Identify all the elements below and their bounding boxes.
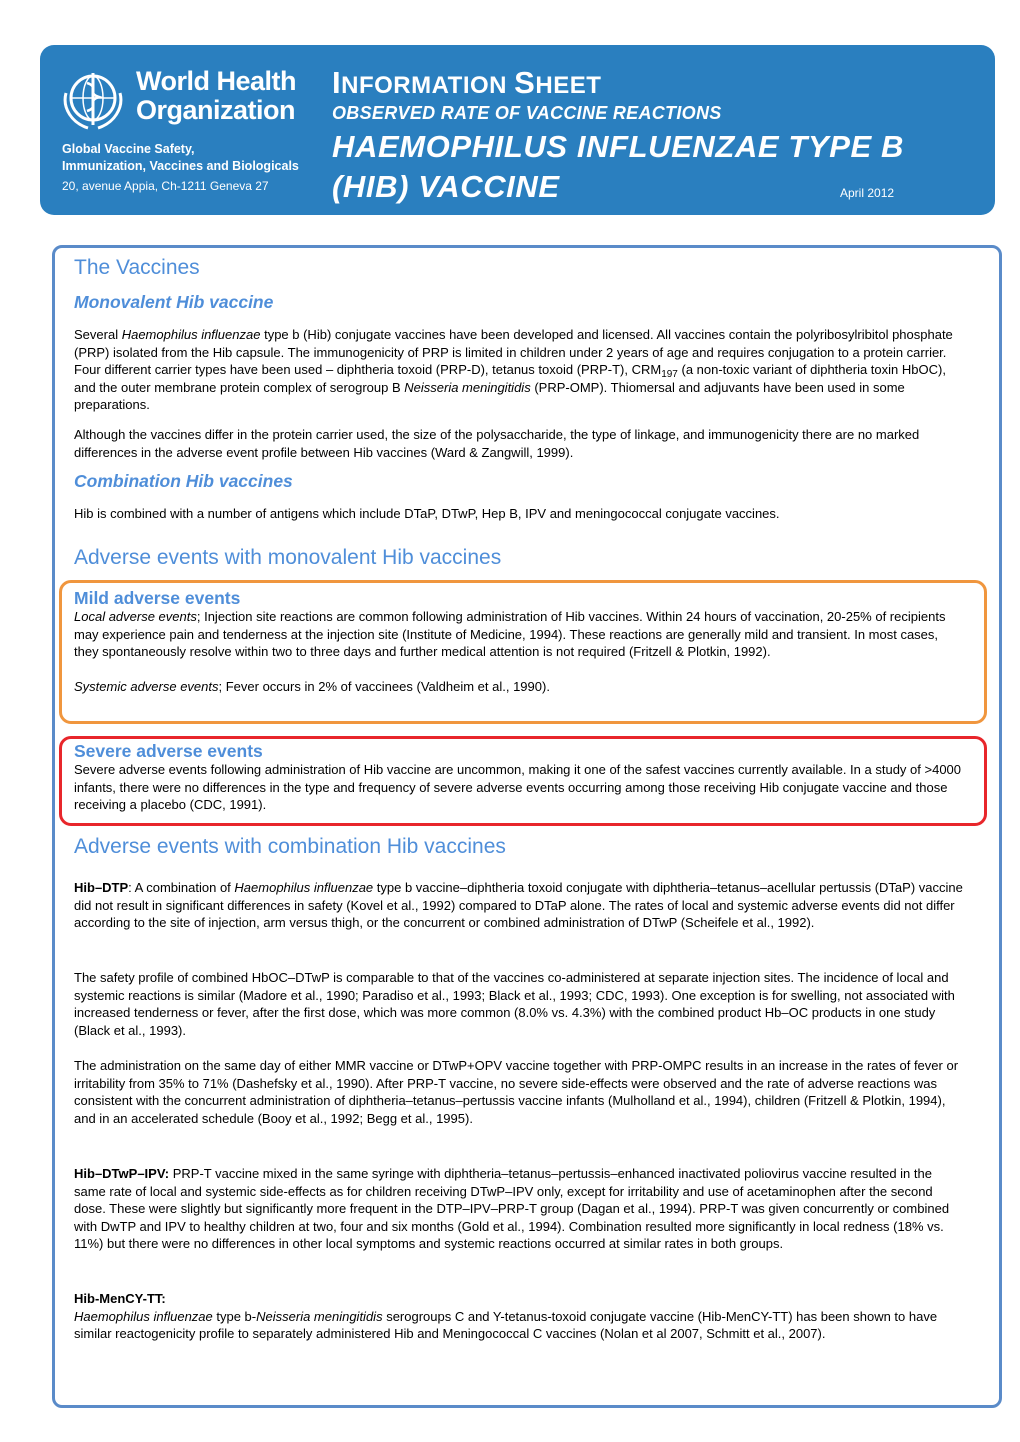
vaccine-name-line1: HAEMOPHILUS INFLUENZAE TYPE B — [332, 129, 904, 164]
severe-events-content: Severe adverse events Severe adverse events following administration of Hib vaccine are uncommon, making it one of the safest vaccines currently available. In a study of >4000 infants, there were no differences in the type and frequency of severe adverse events occurring among those receiving Hib conjugate vaccine and those receiving a placebo (CDC, 1991). — [74, 741, 964, 814]
address: 20, avenue Appia, Ch-1211 Geneva 27 — [62, 179, 269, 193]
section-heading-vaccines: The Vaccines — [74, 256, 200, 279]
header-banner — [40, 45, 995, 215]
paragraph-hib-mency-tt: Hib-MenCY-TT: Haemophilus influenzae type b-Neisseria meningitidis serogroups C and Y-tetanus-toxoid conjugate vaccine (Hib-MenCY-TT) has been shown to have similar reactogenicity profile to separately administered Hib and Meningococcal C vaccines (Nolan et al 2007, Schmitt et al., 2007). — [74, 1291, 938, 1341]
section-heading-combo-events: Adverse events with combination Hib vaccines — [74, 835, 506, 858]
section-heading-mono-events: Adverse events with monovalent Hib vaccines — [74, 546, 502, 569]
mild-events-content: Mild adverse events Local adverse events; Injection site reactions are common following administration of Hib vaccines. Within 24 hours of vaccination, 20-25% of recipients may experience pain and tenderness at the injection site (Institute of Medicine, 1994). These reactions are generally mild and transient. In most cases, they spontaneously resolve within two to three days and further medical attention is not required (Fritzell & Plotkin, 1992). Systemic adverse events; Fever occurs in 2% of vaccinees (Valdheim et al., 1990). — [74, 588, 964, 695]
subheading-monovalent: Monovalent Hib vaccine — [74, 292, 274, 312]
document-subtitle: OBSERVED RATE OF VACCINE REACTIONS — [332, 103, 722, 123]
paragraph-hib-dtwp-ipv: Hib–DTwP–IPV: PRP-T vaccine mixed in the same syringe with diphtheria–tetanus–pertussis–enhanced inactivated poliovirus vaccine resulted in the same rate of local and systemic side-effects as for children receiving DTwP–IPV only, except for irritability and use of acetaminophen after the second dose. These were slightly but significantly more frequent in the DTP–IPV–PRP-T group (Dagan et al., 1994). PRP-T was given concurrently or combined with DwTP and IPV to healthy children at two, four and six months (Gold et al., 1994). Combination resulted more significantly in local redness (18% vs. 11%) but there were no differences in other local symptoms and systemic reactions occurred at similar rates in both groups. — [74, 1166, 950, 1251]
paragraph-differences: Although the vaccines differ in the protein carrier used, the size of the polysaccharide, the type of linkage, and immunogenicity there are no marked differences in the adverse event profile between Hib vaccines (Ward & Zangwill, 1999). — [74, 427, 920, 460]
paragraph-mmr: The administration on the same day of either MMR vaccine or DTwP+OPV vaccine together with PRP-OMPC results in an increase in the rates of fever or irritability from 35% to 71% (Dashefsky et al., 1990). After PRP-T vaccine, no severe side-effects were observed and the rate of adverse reactions was consistent with the concurrent administration of diphtheria–tetanus–pertussis vaccine infants (Mulholland et al., 1994), children (Fritzell & Plotkin, 1994), and in an accelerated schedule (Booy et al., 1992; Begg et al., 1995). — [74, 1058, 959, 1126]
severe-events-heading: Severe adverse events — [74, 741, 263, 761]
paragraph-safety-profile: The safety profile of combined HbOC–DTwP is comparable to that of the vaccines co-administered at separate injection sites. The incidence of local and systemic reactions is similar (Madore et al., 1990; Paradiso et al., 1993; Black et al., 1993; CDC, 1993). One exception is for swelling, not associated with increased tenderness or fever, after the first dose, which was more common (8.0% vs. 4.3%) with the combined product Hb–OC products in one study (Black et al., 1993). — [74, 970, 955, 1038]
vaccine-name-line2: (HIB) VACCINE — [332, 169, 560, 204]
document-title: INFORMATION SHEET — [332, 65, 602, 100]
paragraph-monovalent: Several Haemophilus influenzae type b (Hib) conjugate vaccines have been developed and licensed. All vaccines contain the polyribosylribitol phosphate (PRP) isolated from the Hib capsule. The immunogenicity of PRP is limited in children under 2 years of age and requires conjugation to a protein carrier. Four different carrier types have been used – diphtheria toxoid (PRP-D), tetanus toxoid (PRP-T), $CRM_{197}$ (a non-toxic variant of diphtheria toxin HbOC), and the outer membrane protein complex of serogroup B Neisseria meningitidis (PRP-OMP). Thiomersal and adjuvants have been used in some preparations. — [74, 327, 953, 412]
who-emblem-icon — [58, 63, 128, 133]
org-name: World Health Organization — [136, 66, 297, 125]
mild-events-heading: Mild adverse events — [74, 588, 241, 608]
paragraph-hib-dtp: Hib–DTP: A combination of Haemophilus influenzae type b vaccine–diphtheria toxoid conjugate with diphtheria–tetanus–acellular pertussis (DTaP) vaccine did not result in significant differences in safety (Kovel et al., 1992) compared to DTaP alone. The rates of local and systemic adverse events did not differ according to the site of injection, arm versus thigh, or the concurrent or combined administration of DTwP (Scheifele et al., 1992). — [74, 880, 963, 930]
department-name: Global Vaccine Safety, Immunization, Vaccines and Biologicals — [62, 142, 299, 173]
subheading-combination: Combination Hib vaccines — [74, 471, 293, 491]
publication-date: April 2012 — [840, 186, 895, 200]
paragraph-combination: Hib is combined with a number of antigens which include DTaP, DTwP, Hep B, IPV and meningococcal conjugate vaccines. — [74, 506, 780, 521]
